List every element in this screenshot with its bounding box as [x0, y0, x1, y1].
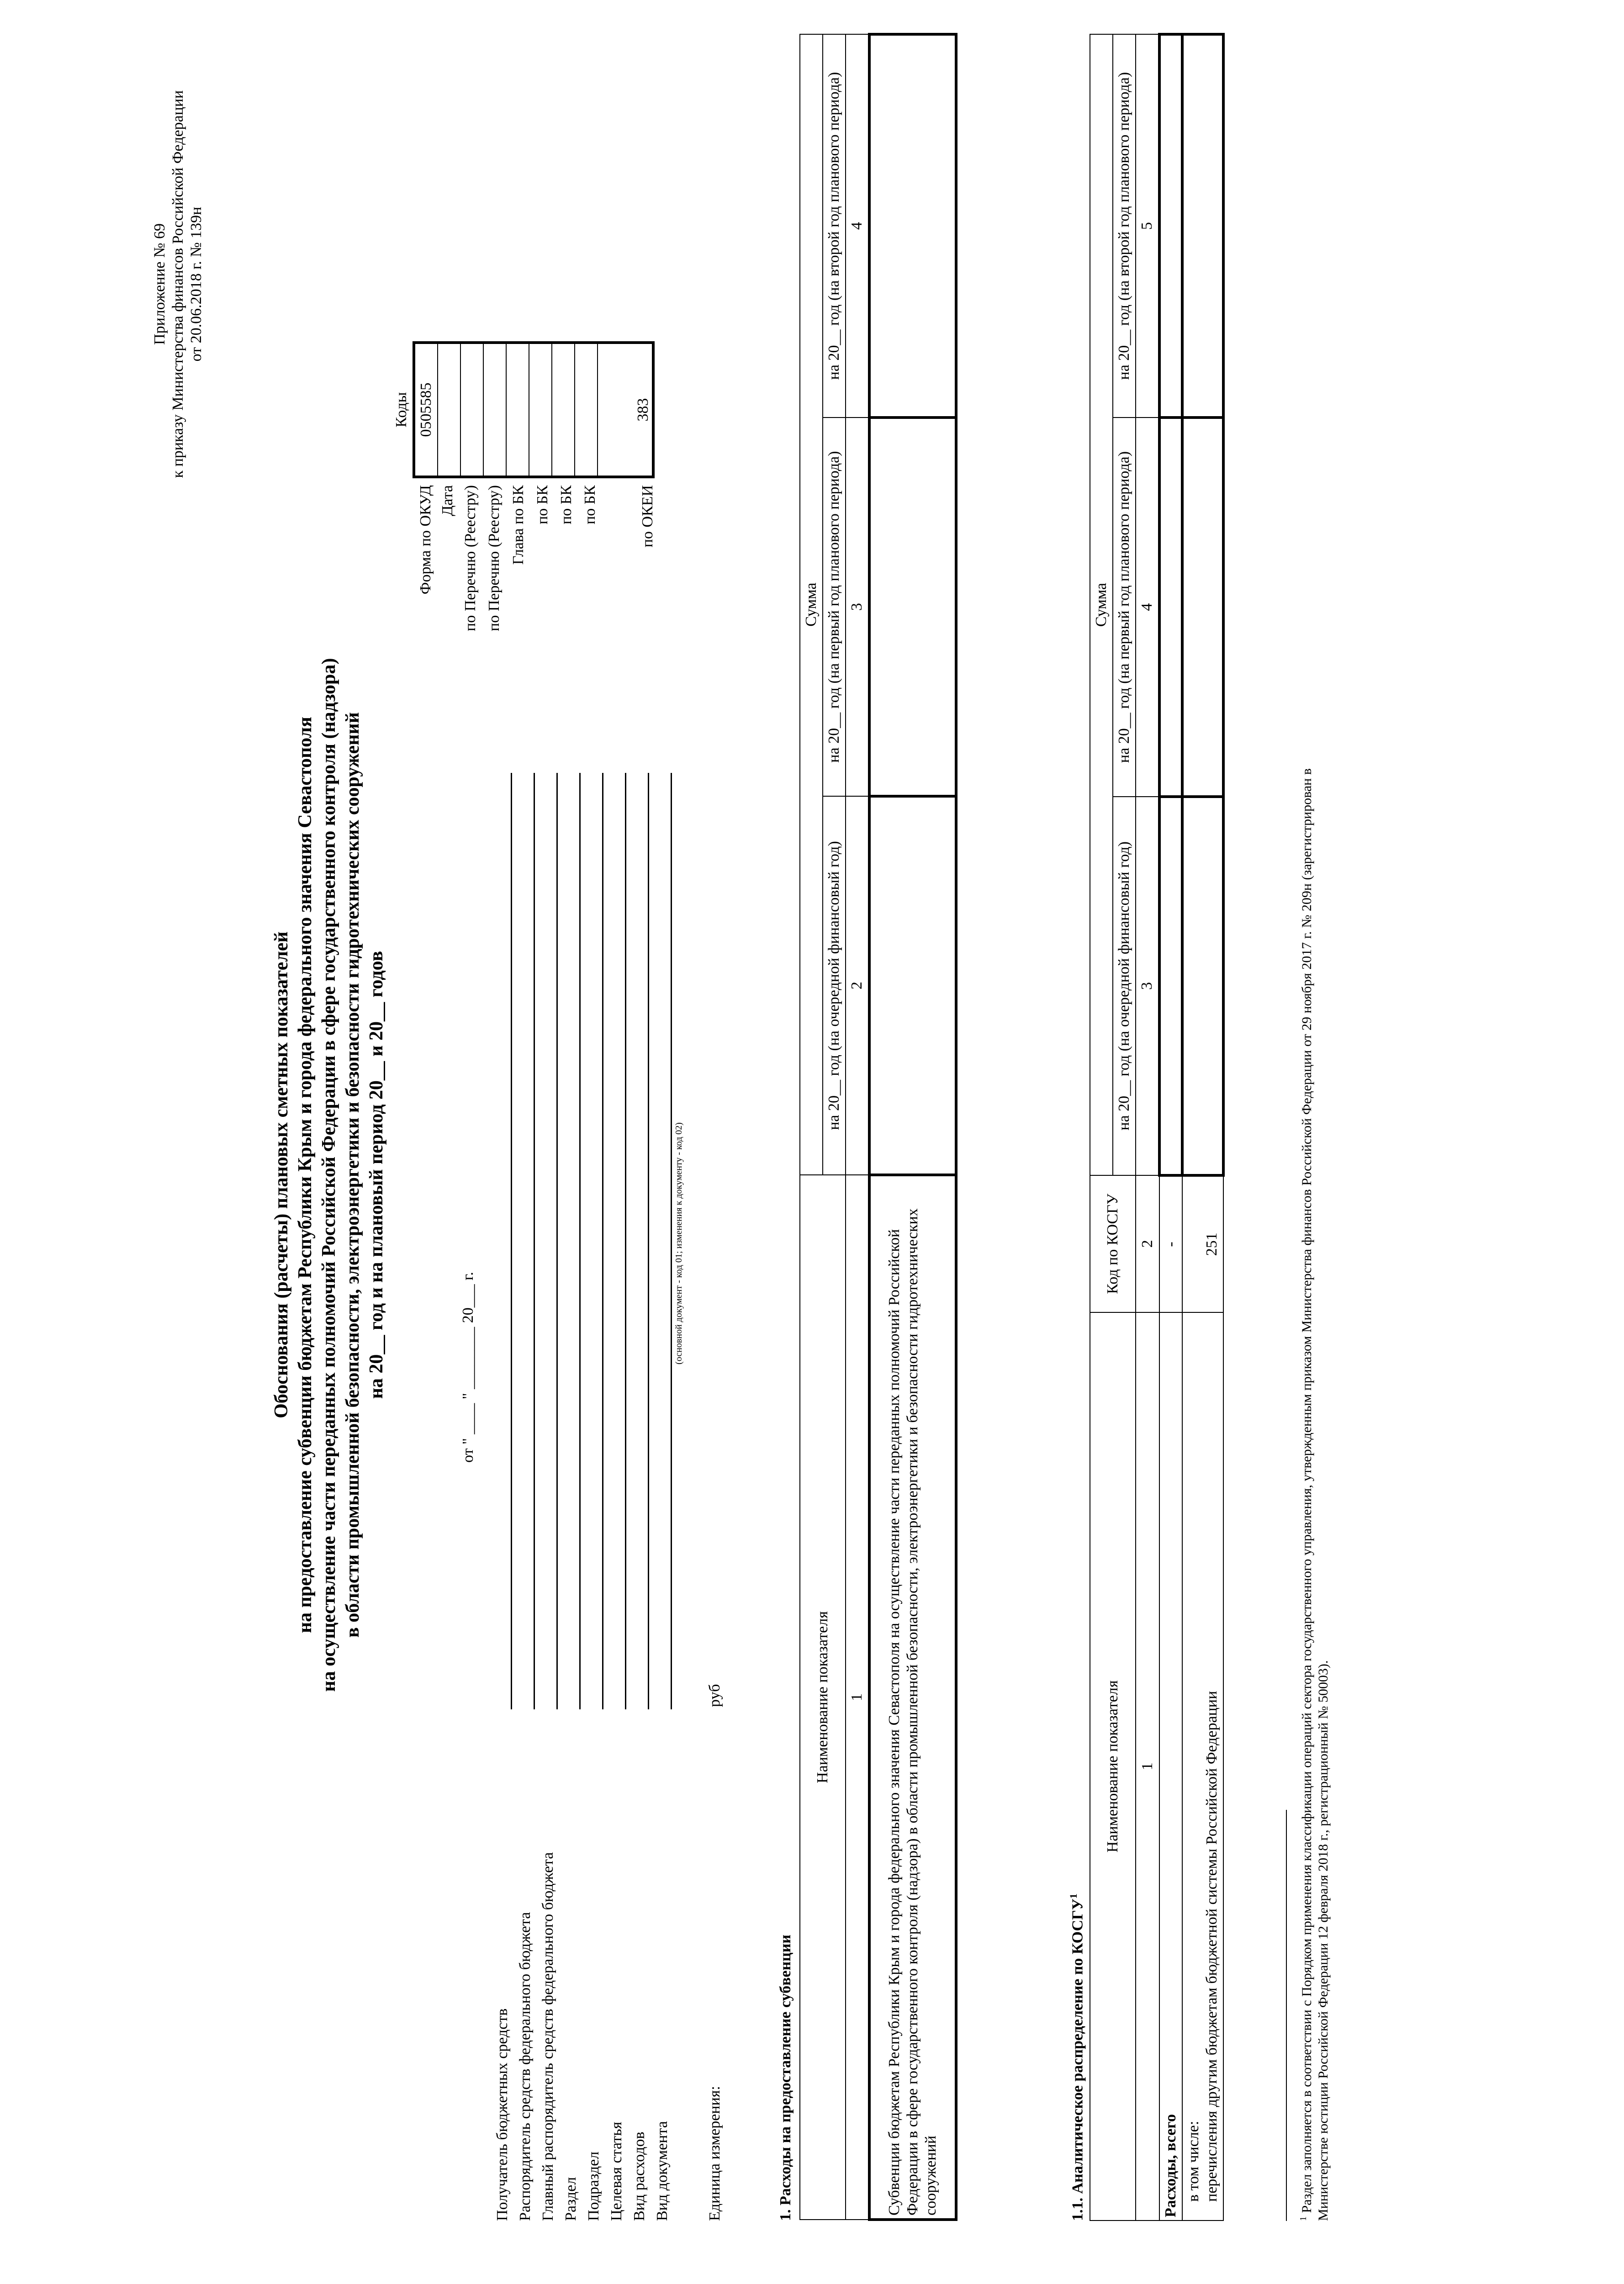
- unit-value: руб: [706, 1684, 723, 1707]
- footnote-text: Раздел заполняется в соответствии с Порядком применения классификации операций сектора государственного управления, утвержденным приказом Министерства финансов Российской Федерации от 29 ноября 2017 г. № 209н (зарегистрирован в: [1299, 768, 1314, 2213]
- field-expense-type: Вид расходов: [631, 2131, 648, 2221]
- title-line: в области промышленной безопасности, электроэнергетики и безопасности гидротехнических сооружений: [342, 712, 363, 1638]
- code-label-okei: по ОКЕИ: [639, 485, 656, 548]
- code-okud: 0505585: [414, 343, 438, 477]
- s1-col4: на 20__ год (на второй год планового периода): [823, 34, 846, 418]
- field-underline: [625, 773, 626, 1709]
- s11-col-sum: Сумма: [1090, 34, 1113, 1175]
- field-subsection: Подраздел: [585, 2151, 602, 2221]
- s11-cell: [1182, 418, 1223, 796]
- s1-col2: на 20__ год (на очередной финансовый год): [823, 796, 846, 1175]
- codes-box: [391, 341, 655, 478]
- s11-cell: [1159, 418, 1182, 796]
- s11-num: 2: [1136, 1175, 1159, 1312]
- s1-cell: [869, 34, 956, 418]
- codes-header: Коды: [391, 343, 414, 477]
- footnote-divider: [1286, 1810, 1287, 2221]
- code-label: Глава по БК: [510, 485, 527, 565]
- code-label: по БК: [582, 485, 598, 524]
- field-doc-type: Вид документа: [654, 2121, 671, 2221]
- field-underline: [556, 773, 558, 1709]
- s11-num: 1: [1136, 1312, 1159, 2221]
- doc-type-note: (основной документ - код 01; изменения к документу - код 02): [674, 1122, 684, 1364]
- field-recipient: Получатель бюджетных средств: [494, 2008, 511, 2221]
- field-underline: [534, 773, 535, 1709]
- s1-col3: на 20__ год (на первый год планового периода): [823, 418, 846, 796]
- s11-total-code: -: [1159, 1175, 1182, 1312]
- code-label: Дата: [439, 485, 456, 516]
- s1-num: 4: [846, 34, 869, 418]
- section1-heading: 1. Расходы на предоставление субвенции: [777, 1935, 794, 2221]
- field-target: Целевая статья: [608, 2121, 625, 2221]
- code-bk-1: [529, 343, 552, 477]
- s11-cell: [1159, 34, 1182, 418]
- appendix-block: [151, 79, 206, 490]
- s11-total-label: Расходы, всего: [1159, 1312, 1182, 2221]
- section11-table: [1090, 33, 1225, 2221]
- code-label: по Перечню (Реестру): [486, 485, 503, 631]
- s1-cell: [869, 418, 956, 796]
- s11-cell: [1182, 34, 1223, 418]
- field-section: Раздел: [562, 2177, 579, 2221]
- code-registry-2: [483, 343, 506, 477]
- s11-col5: на 20__ год (на второй год планового периода): [1113, 34, 1136, 418]
- document-date: от " ____ " ________ 20___ г.: [460, 1272, 476, 1463]
- s1-cell: [869, 796, 956, 1175]
- appendix-line: к приказу Министерства финансов Российской Федерации: [169, 90, 186, 478]
- s11-transfer-label: перечисления другим бюджетам бюджетной системы Российской Федерации: [1203, 1691, 1220, 2202]
- s11-col-name: Наименование показателя: [1090, 1312, 1136, 2221]
- title-line: на 20__ год и на плановый период 20__ и 20__ годов: [366, 951, 387, 1399]
- s11-col-kosgu: Код по КОСГУ: [1090, 1175, 1136, 1312]
- s11-cell: [1182, 797, 1223, 1175]
- section1-table: [799, 33, 957, 2221]
- s1-col-name: Наименование показателя: [800, 1175, 846, 2220]
- s1-num: 3: [846, 418, 869, 796]
- code-label: по Перечню (Реестру): [462, 485, 479, 631]
- title-line: на предоставление субвенции бюджетам Республики Крым и города федерального значения Севастополя: [295, 716, 316, 1634]
- s11-including: в том числе:: [1185, 2120, 1202, 2202]
- code-registry-1: [460, 343, 483, 477]
- field-chief-manager: Главный распорядитель средств федерального бюджета: [540, 1852, 556, 2221]
- footnote: [1295, 74, 1332, 2221]
- code-label: по БК: [558, 485, 575, 524]
- s11-transfer-code: 251: [1182, 1175, 1223, 1312]
- title-line: Обоснования (расчеты) плановых сметных показателей: [271, 931, 292, 1418]
- title-line: на осуществление части переданных полномочий Российской Федерации в сфере государственного контроля (надзора): [318, 658, 339, 1692]
- footnote-ref: 1: [1068, 1893, 1079, 1899]
- s11-cell: [1159, 797, 1182, 1175]
- s11-num: 5: [1136, 34, 1159, 418]
- code-bk-2: [552, 343, 575, 477]
- unit-label: Единица измерения:: [706, 2086, 723, 2221]
- code-label: по БК: [534, 485, 551, 524]
- code-okei: 383: [598, 343, 653, 477]
- s11-num: 4: [1136, 418, 1159, 796]
- code-label: Форма по ОКУД: [417, 485, 434, 595]
- s1-num: 2: [846, 796, 869, 1175]
- appendix-line: от 20.06.2018 г. № 139н: [188, 206, 205, 362]
- s11-num: 3: [1136, 797, 1159, 1175]
- section11-heading: [1064, 1490, 1087, 2221]
- appendix-line: Приложение № 69: [151, 223, 168, 345]
- footnote-text-2: Министерстве юстиции Российской Федерации 12 февраля 2018 г., регистрационный № 50003).: [1316, 1660, 1331, 2221]
- s1-col-sum: Сумма: [800, 34, 823, 1175]
- field-underline: [511, 773, 512, 1709]
- s1-row-text: Субвенции бюджетам Республики Крым и города федерального значения Севастополя на осуществление части переданных полномочий Российской Федерации в сфере государственного контроля (надзора) в области промышленной безопасности, электроэнергетики и безопасности гидротехнических сооружений: [869, 1175, 956, 2220]
- field-manager: Распорядитель средств федерального бюджета: [517, 1912, 534, 2221]
- field-underline: [648, 773, 649, 1709]
- section11-heading-text: 1.1. Аналитическое распределение по КОСГУ: [1069, 1898, 1086, 2221]
- s11-transfer-cell: [1182, 1312, 1223, 2221]
- s11-col3: на 20__ год (на очередной финансовый год): [1113, 797, 1136, 1175]
- document-title: [270, 398, 388, 1951]
- field-underline: [671, 773, 672, 1709]
- code-bk-3: [575, 343, 598, 477]
- code-date: [438, 343, 460, 477]
- s11-col4: на 20__ год (на первый год планового периода): [1113, 418, 1136, 796]
- field-underline: [602, 773, 603, 1709]
- s1-num: 1: [846, 1175, 869, 2220]
- footnote-mark: 1: [1298, 2216, 1308, 2221]
- field-underline: [579, 773, 581, 1709]
- code-chapter: [506, 343, 529, 477]
